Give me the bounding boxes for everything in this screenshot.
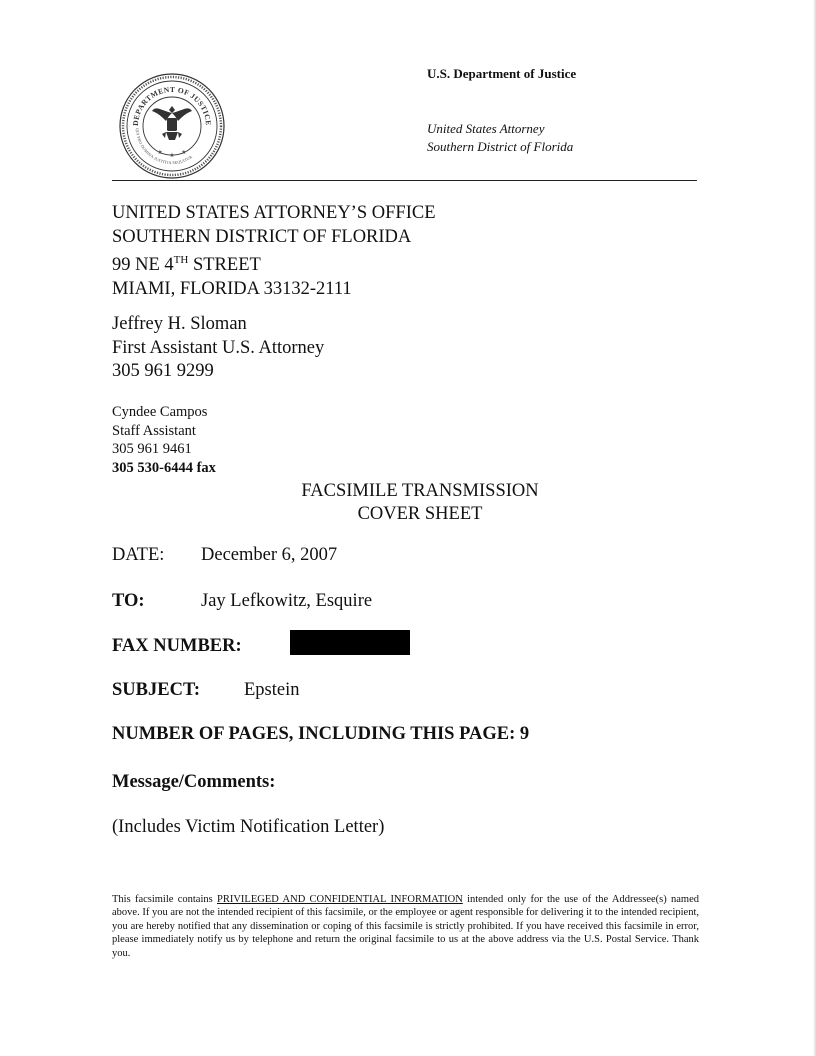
subject-value: Epstein — [244, 680, 300, 700]
street-name: STREET — [188, 255, 261, 276]
eagle-icon — [152, 106, 192, 140]
svg-text:★: ★ — [169, 153, 175, 159]
department-name: U.S. Department of Justice — [427, 66, 577, 81]
star-icons — [157, 149, 186, 159]
street-number: 99 NE 4 — [112, 255, 174, 276]
sender-title: First Assistant U.S. Attorney — [112, 337, 325, 358]
office-line-2: Southern District of Florida — [427, 139, 574, 154]
page-count-row — [112, 722, 529, 746]
notice-privileged-phrase: PRIVILEGED AND CONFIDENTIAL INFORMATION — [217, 894, 463, 905]
notice-text-before: This facsimile contains — [112, 894, 217, 905]
doj-seal — [118, 72, 226, 180]
address-line-2: SOUTHERN DISTRICT OF FLORIDA — [112, 226, 412, 247]
date-value: December 6, 2007 — [201, 545, 338, 565]
subject-label: SUBJECT: — [112, 680, 201, 700]
office-line-1: United States Attorney — [427, 121, 545, 136]
sender-name: Jeffrey H. Sloman — [112, 314, 247, 334]
page-count-value: 9 — [519, 724, 530, 744]
sender-block — [112, 313, 324, 384]
fax-cover-title — [0, 480, 816, 526]
svg-text:★: ★ — [157, 150, 163, 156]
to-value: Jay Lefkowitz, Esquire — [201, 591, 373, 611]
office-address-block — [112, 202, 436, 301]
fax-number-row — [112, 634, 242, 658]
date-label: DATE: — [112, 545, 165, 565]
fax-title-line-1: FACSIMILE TRANSMISSION — [301, 481, 539, 501]
street-ordinal: TH — [173, 254, 189, 266]
message-label: Message/Comments: — [112, 772, 276, 792]
staff-fax: 305 530-6444 fax — [112, 459, 216, 476]
staff-name: Cyndee Campos — [112, 404, 208, 420]
office-subheading — [427, 120, 573, 156]
page-count-label: NUMBER OF PAGES, INCLUDING THIS PAGE: — [112, 724, 516, 744]
to-row — [112, 589, 372, 613]
address-line-3 — [112, 249, 436, 278]
subject-row — [112, 678, 300, 702]
staff-title: Staff Assistant — [112, 422, 196, 439]
svg-text:★: ★ — [181, 150, 187, 156]
to-label: TO: — [112, 591, 145, 611]
header-divider — [112, 180, 697, 181]
seal-text-top: DEPARTMENT OF JUSTICE — [130, 84, 214, 127]
staff-block — [112, 403, 216, 477]
address-line-1: UNITED STATES ATTORNEY’S OFFICE — [112, 203, 436, 223]
fax-title-line-2: COVER SHEET — [357, 504, 483, 524]
address-line-4: MIAMI, FLORIDA 33132-2111 — [112, 278, 352, 299]
sender-phone: 305 961 9299 — [112, 361, 214, 381]
fax-number-label: FAX NUMBER: — [112, 636, 242, 656]
staff-phone: 305 961 9461 — [112, 441, 192, 457]
confidentiality-notice — [112, 893, 699, 960]
date-row — [112, 543, 337, 567]
redacted-fax-number — [290, 630, 410, 655]
notice-text-after: intended only for the use of the Addressee(s) named above. If you are not the intended recipient of this facsimile, or the employee or agent responsible for delivering it to the intended recipient, you are hereby notified that any dissemination or coping of this facsimile is strictly prohibited. If you have received this facsimile in error, please immediately notify us by telephone and return the original facsimile to us at the above address via the U.S. Postal Service. Thank you. — [112, 894, 699, 959]
message-value: (Includes Victim Notification Letter) — [112, 817, 385, 837]
seal-text-bottom: QUI PRO DOMINA JUSTITIA SEQUITUR — [134, 127, 194, 166]
